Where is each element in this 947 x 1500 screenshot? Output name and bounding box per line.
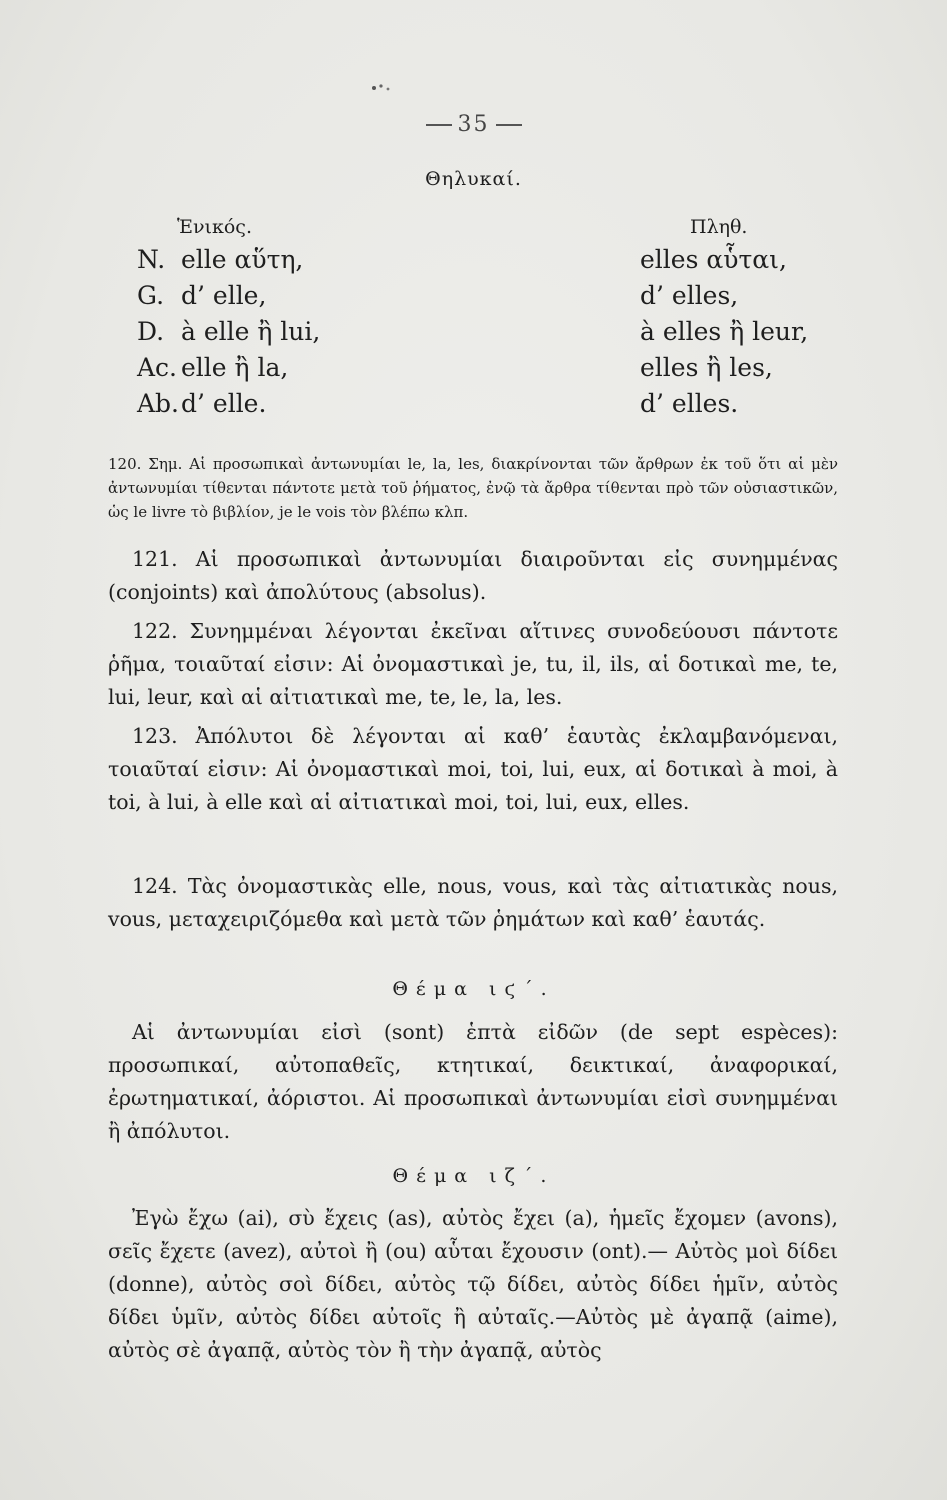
paragraph-122: 122. Συνημμέναι λέγονται ἐκεῖναι αἵτινες συνοδεύουσι πάντοτε ῥῆμα, τοιαῦταί εἰσιν: Αἱ ὀνομαστικαὶ je, tu, il, ils, αἱ δοτικαὶ me, te, lui, leur, καὶ αἱ αἰτιατικαὶ me, te, le, la, les.	[108, 619, 838, 709]
section-heading: Θηλυκαί.	[425, 168, 522, 190]
theme-17-title: Θέμα ιζ΄.	[392, 1165, 555, 1187]
dash-right	[496, 124, 522, 126]
theme-17-text: Ἐγὼ ἔχω (ai), σὺ ἔχεις (as), αὐτὸς ἔχει (a), ἡμεῖς ἔχομεν (avons), σεῖς ἔχετε (avez), αὐτοὶ ἢ (ou) αὗται ἔχουσιν (ont).— Αὐτὸς μοὶ δίδει (donne), αὐτὸς σοὶ δίδει, αὐτὸς τῷ δίδει, αὐτὸς δίδει ἡμῖν, αὐτὸς δίδει ὑμῖν, αὐτὸς δίδει αὐτοῖς ἢ αὐταῖς.—Αὐτὸς μὲ ἀγαπᾷ (aime), αὐτὸς σὲ ἀγαπᾷ, αὐτὸς τὸν ἢ τὴν ἀγαπᾷ, αὐτὸς	[108, 1206, 838, 1362]
case-label: D.	[137, 317, 165, 346]
case-label: Ab.	[137, 389, 180, 418]
plural-header: Πληθ.	[690, 216, 748, 238]
case-form: d’ elle.	[181, 389, 267, 418]
case-form: elle αὕτη,	[181, 245, 304, 274]
paragraph-121: 121. Αἱ προσωπικαὶ ἀντωνυμίαι διαιροῦνται εἰς συνημμένας (conjoints) καὶ ἀπολύτους (absolus).	[108, 547, 838, 604]
declension-row: elles ἢ les,	[640, 353, 773, 382]
case-label: N.	[137, 245, 166, 274]
declension-row: d’ elles.	[640, 389, 739, 418]
theme-16-title: Θέμα ιϛ΄.	[392, 978, 555, 1000]
theme-16-text: Αἱ ἀντωνυμίαι εἰσὶ (sont) ἑπτὰ εἰδῶν (de sept espèces): προσωπικαί, αὐτοπαθεῖς, κτητικαί, δεικτικαί, ἀναφορικαί, ἐρωτηματικαί, ἀόριστοι. Αἱ προσωπικαὶ ἀντωνυμίαι εἰσὶ συνημμέναι ἢ ἀπόλυτοι.	[108, 1020, 838, 1143]
dash-left	[426, 124, 452, 126]
case-form: elle ἢ la,	[181, 353, 289, 382]
paragraph-124: 124. Τὰς ὀνομαστικὰς elle, nous, vous, καὶ τὰς αἰτιατικὰς nous, vous, μεταχειριζόμεθα καὶ μετὰ τῶν ῥημάτων καὶ καθ’ ἑαυτάς.	[108, 874, 838, 931]
declension-row: d’ elles,	[640, 281, 739, 310]
declension-row: à elles ἢ leur,	[640, 317, 809, 346]
singular-header: Ἑνικός.	[177, 216, 252, 238]
page-number-value: 35	[457, 112, 490, 137]
page-number	[0, 112, 947, 137]
case-form: à elle ἢ lui,	[181, 317, 321, 346]
plural-column	[640, 212, 900, 422]
declension-row	[137, 242, 497, 278]
paragraph-123: 123. Ἀπόλυτοι δὲ λέγονται αἱ καθ’ ἑαυτὰς ἐκλαμβανόμεναι, τοιαῦταί εἰσιν: Αἱ ὀνομαστικαὶ moi, toi, lui, eux, αἱ δοτικαὶ à moi, à toi, à lui, à elle καὶ αἱ αἰτιατικαὶ moi, toi, lui, eux, elles.	[108, 724, 838, 814]
case-label: Ac.	[137, 353, 178, 382]
case-label: G.	[137, 281, 165, 310]
case-form: d’ elle,	[181, 281, 267, 310]
ink-mark	[366, 78, 396, 96]
singular-column	[137, 212, 497, 422]
declension-row	[137, 278, 497, 314]
note-120: 120. Σημ. Αἱ προσωπικαὶ ἀντωνυμίαι le, la, les, διακρίνονται τῶν ἄρθρων ἐκ τοῦ ὅτι αἱ μὲν ἀντωνυμίαι τίθενται πάντοτε μετὰ τοῦ ῥήματος, ἐνῷ τὰ ἄρθρα τίθενται πρὸ τῶν οὐσιαστικῶν, ὡς le livre τὸ βιβλίον, je le vois τὸν βλέπω κλπ.	[108, 455, 838, 521]
declension-row	[137, 386, 497, 422]
declension-row	[137, 350, 497, 386]
declension-row: elles αὗται,	[640, 245, 787, 274]
declension-row	[137, 314, 497, 350]
